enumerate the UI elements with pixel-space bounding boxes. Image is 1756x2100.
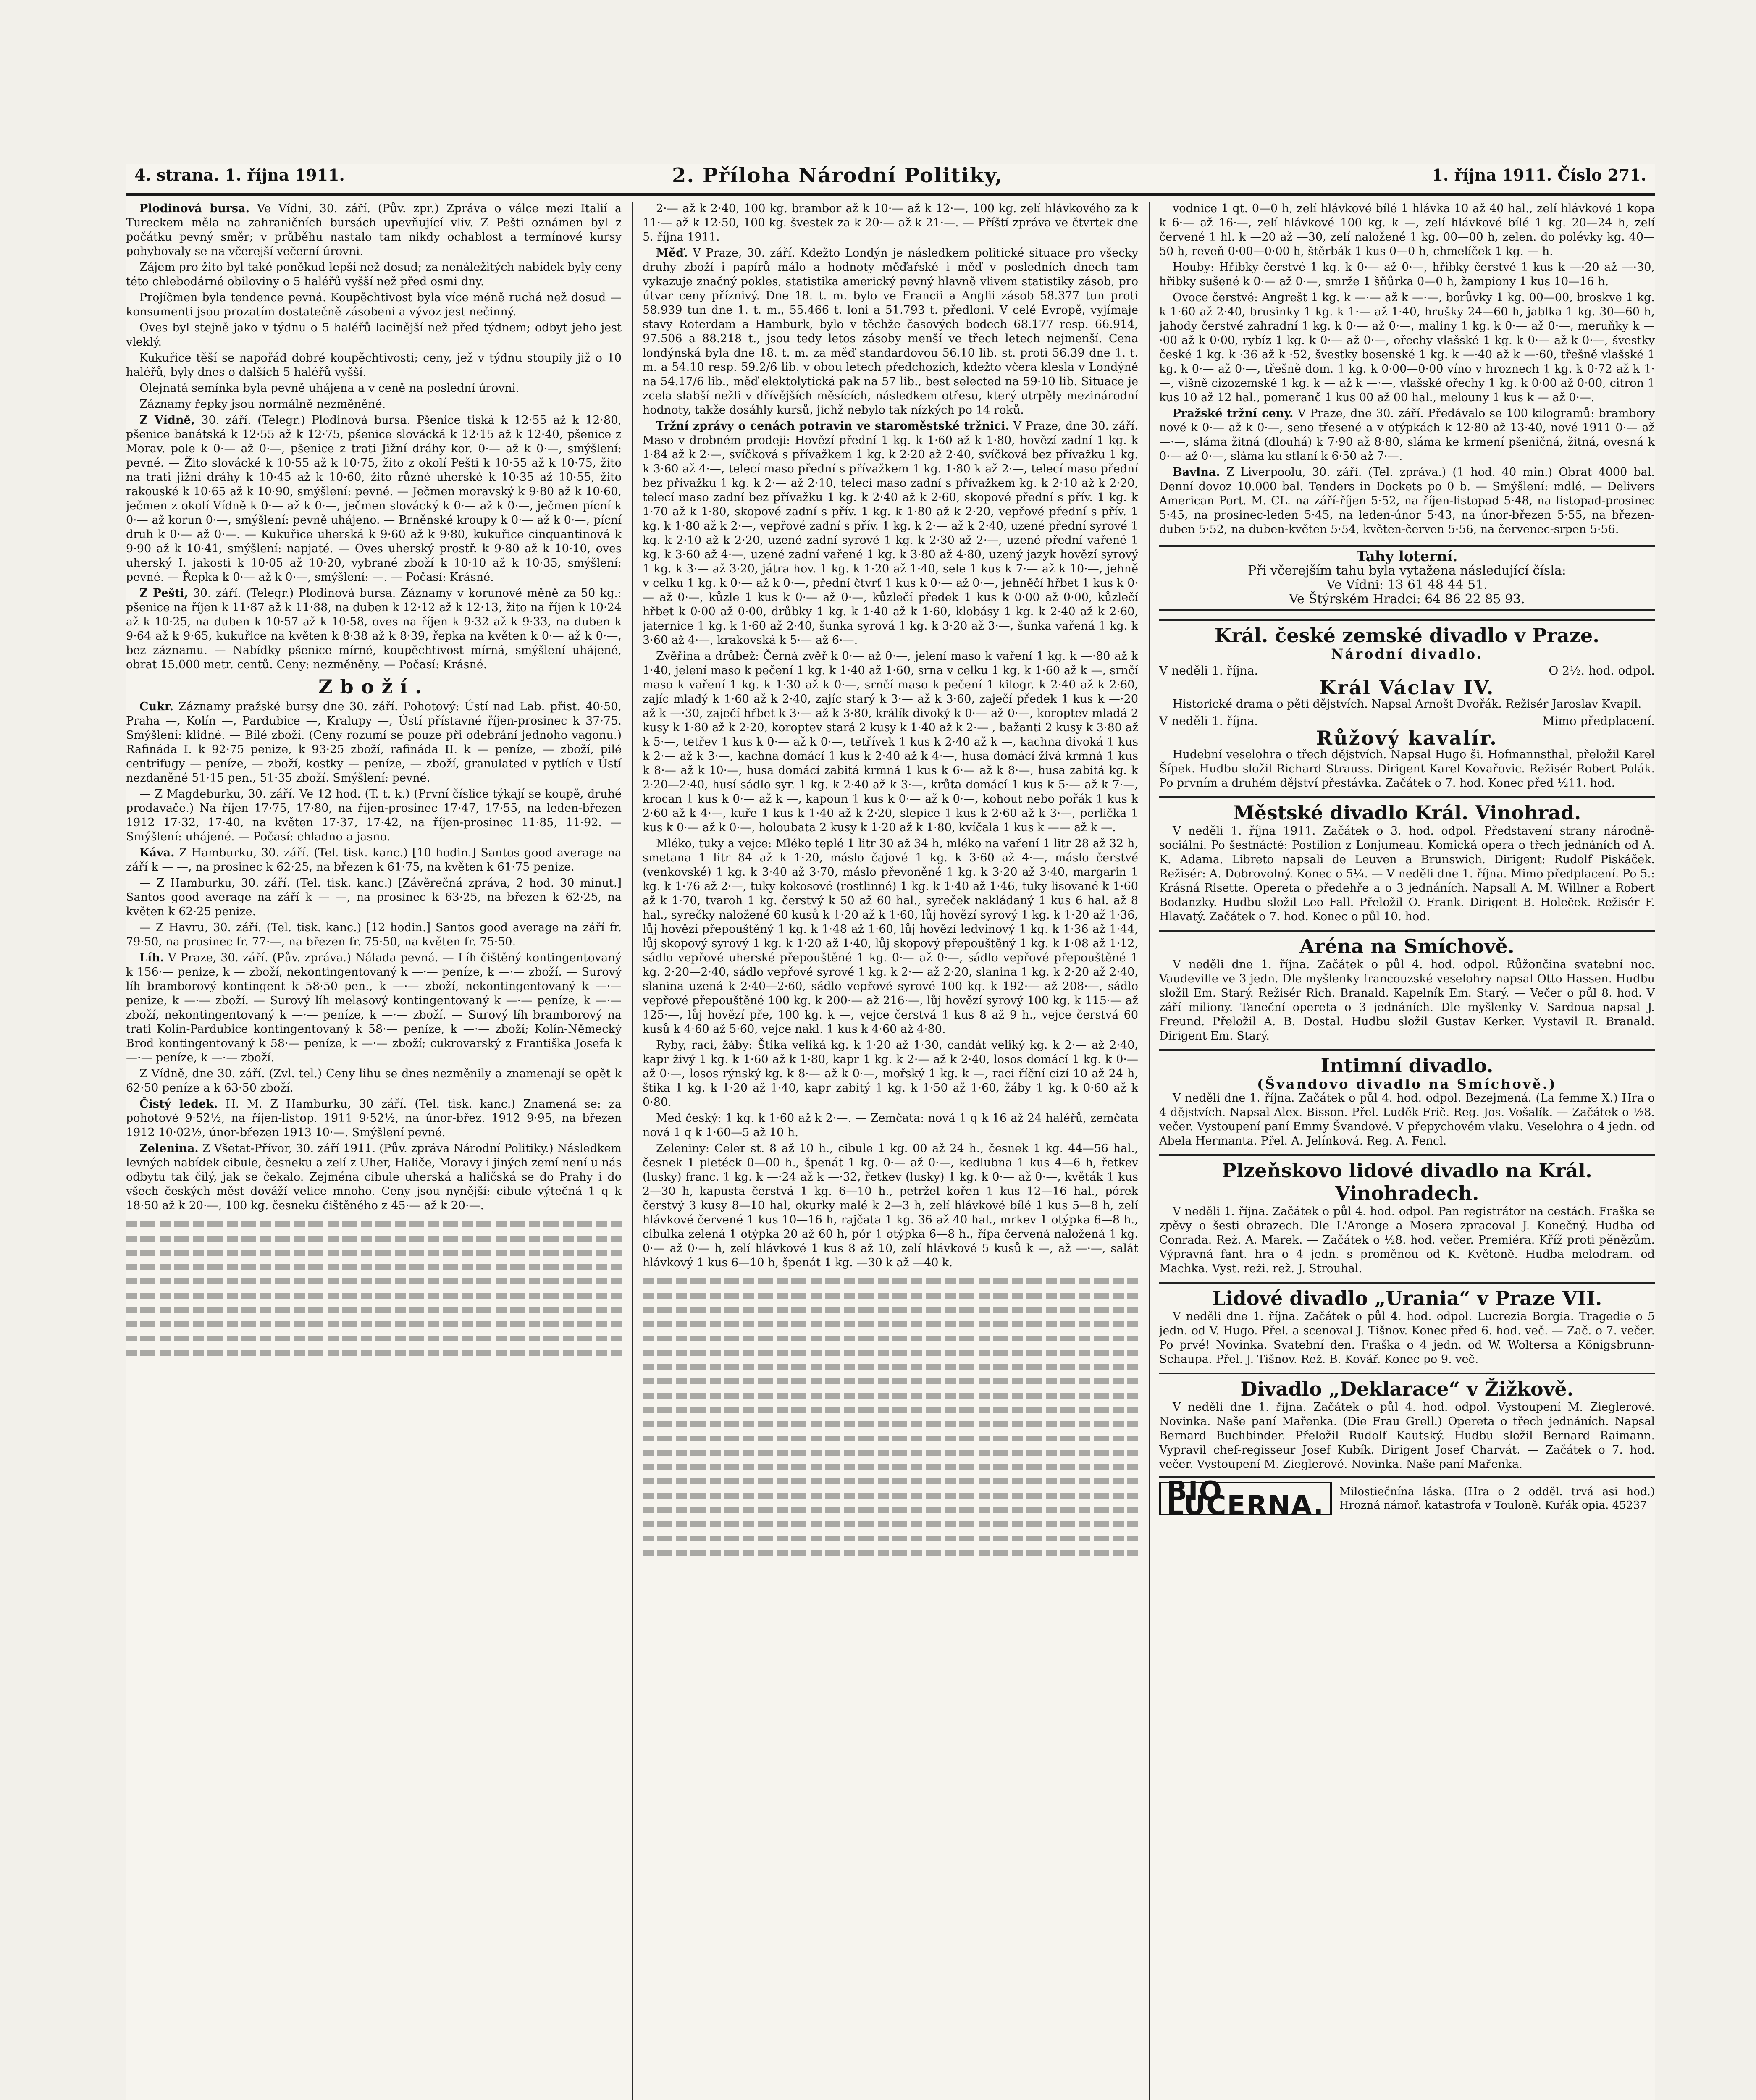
theatre-date-row: V neděli 1. října. O 2½. hod. odpol. [1159,664,1655,677]
column-rule [1149,202,1150,2100]
theatre-plzensky [1159,1154,1655,1276]
paragraph: 2·— až k 2·40, 100 kg. brambor až k 10·— až k 12·—, 100 kg. zelí hlávkového za k 11·— až k 12·50, 100 kg. švestek za k 20·— až k 21·—. — Příští zpráva ve čtvrtek dne 5. října 1911. [643,202,1138,244]
theatre-intimni [1159,1049,1655,1148]
paragraph: Ryby, raci, žáby: Štika veliká kg. k 1·20 až 1·30, candát veliký kg. k 2·— až 2·40, kapr živý 1 kg. k 1·60 až k 1·80, kapr 1 kg. k 2·— až k 2·40, losos domácí 1 kg. k 0·— až 0·—, losos rýnský kg. k 8·— až k 0·—, mořský 1 kg. k —, raci říční cizí 10 až 24 h, štika 1 kg. k 1·20 až 1·40, kapr zabitý 1 kg. k 1·50 až 1·60, žáby 1 kg. k 0·60 až k 0·80. [643,1039,1138,1109]
lottery-vienna: Ve Vídni: 13 61 48 44 51. [1326,578,1488,592]
newspaper-page [126,164,1655,2100]
bio-text: Milostiečnína láska. (Hra o 2 odděl. trvá asi hod.) Hrozná námoř. katastrofa v Touloně. Kuřák opia. 45237 [1339,1486,1655,1512]
play-desc: V neděli dne 1. října. Začátek o půl 4. hod. odpol. Vystoupení M. Zieglerové. Novinka. Naše paní Mařenka. (Die Frau Grell.) Opereta o třech jednáních. Napsal Bernard Buchbinder. Přeložil Rudolf Kautský. Hudbu složil Bernard Raimann. Vypravil chef-regisseur Josef Kubík. Dirigent Josef Charvát. — Začátek o 7. hod. večer. Vystoupení M. Zieglerové. Novinka. Naše paní Mařenka. [1159,1401,1655,1471]
paragraph: — Z Hamburku, 30. září. (Tel. tisk. kanc.) [Závěrečná zpráva, 2 hod. 30 minut.] Santos good average na září k — —, na prosinec k 63·25, na březen k 62·25, na květen k 62·25 penize. [126,877,622,918]
theatre-sub: (Švandovo divadlo na Smíchově.) [1257,1076,1557,1092]
column-rule [632,202,633,2100]
play-desc: V neděli 1. října. Začátek o půl 4. hod. odpol. Pan registrátor na cestách. Fraška se zpěvy o šesti obrazech. Dle L'Aronge a Mosera zpracoval J. Konečný. Hudba od Conrada. Reż. A. Marek. — Začátek o ½8. hod. večer. Premiéra. Kříž proti pěnězům. Výpravná fant. hra o 4 jedn. s proměnou od K. Květoně. Hudba melodram. od Machka. Vyst. reżi. rež. J. Strouhal. [1159,1205,1655,1275]
article-pest-bursa: Z Pešti, 30. září. (Telegr.) Plodinová bursa. Záznamy v korunové měně za 50 kg.: pšenice na říjen k 11·87 až k 11·88, na duben k 12·12 až k 12·13, žito na říjen k 10·24 až k 10·25, na duben k 10·57 až k 10·58, oves na říjen k 9·32 až k 9·33, na duben k 9·64 až k 9·65, kukuřice na květen k 8·38 až k 8·39, řepka na květen k 0·— až k 0·—, bez záznamu. — Nabídky pšenice mírné, koupěchtivost mírná, smýšlení uhájené, obrat 15.000 metr. centů. Ceny: nezměněny. — Počasí: Krásné. [126,587,622,671]
lottery-box [1159,545,1655,611]
play-desc: V neděli dne 1. října. Začátek o půl 4. hod. odpol. Lucrezia Borgia. Tragedie o 5 jedn. od V. Hugo. Přel. a scenoval J. Tišnov. Konec před 6. hod. več. — Zač. o 7. večer. Po prvé! Novinka. Svatební den. Fraška o 4 jedn. od W. Woltersa a Königsbrunn-Schaupa. Přel. J. Tišnov. Rež. B. Kovář. Konec po 9. več. [1159,1310,1655,1366]
article-spirits: Líh. V Praze, 30. září. (Pův. zpráva.) Nálada pevná. — Líh čištěný kontingentovaný k 156·— penize, k — zboží, nekontingentovaný k —·— peníze, k —·— zboží. — Surový líh bramborový kontingent k 58·50 pen., k —·— zboží, nekontingentovaný k —·— penize, k —·— zboží. — Surový líh melasový kontingentovaný k —·— peníze, k —·— zboží, nekontingentovaný k —·— peníze, k —·— zboží. — Surový líh bramborový na trati Kolín-Pardubice kontingentovaný k 58·— peníze, k —·— zboží; Kolín-Německý Brod kontingentovaný k 58·— peníze, k —·— zboží; cukrovarský z Františka Josefa k —·— peníze, k —·— zboží. [126,951,622,1064]
theatre-name: Intimní divadlo. [1320,1054,1494,1077]
theatre-name: Městské divadlo Král. Vinohrad. [1233,801,1581,824]
paragraph: Kukuřice těší se napořád dobré koupěchtivosti; ceny, jež v týdnu stoupily již o 10 haléřů, byly dnes o dalších 5 haléřů vyšší. [126,352,622,379]
paragraph: vodnice 1 qt. 0—0 h, zelí hlávkové bílé 1 hlávka 10 až 40 hal., zelí hlávkové 1 kopa k 6·— až 16·—, zelí hlávkové 100 kg. k —, zelí hlávkové bílé 1 kg. 20—24 h, zelí červené 1 hl. k —20 až —30, zelí naložené 1 kg. 00—00 h, zelen. do polévky kg. 40—50 h, reveň 0·00—0·00 h, štěrbák 1 kus 0—0 h, chmelíček 1 kg. — h. [1159,202,1655,258]
theatre-national [1159,619,1655,790]
article-vienna-bursa: Z Vídně, 30. září. (Telegr.) Plodinová bursa. Pšenice tiská k 12·55 až k 12·80, pšenice banátská k 12·55 až k 12·75, pšenice slovácká k 12·15 až k 12·40, pšenice z Morav. pole k 0·— až 0·—, pšenice z trati Jižní dráhy kor. 0·— až k 0·—, smýšlení: pevné. — Žito slovácké k 10·55 až k 10·75, žito z okolí Pešti k 10·55 až k 10·75, žito na trati jižní dráhy k 10·45 až k 10·60, žito různé uherské k 10·35 až 10·55, žito rakouské k 10·65 až k 10·90, smýšlení: pevné. — Ječmen moravský k 9·80 až k 10·60, ječmen z okolí Vídně k 0·— až k 0·—, ječmen slovácký k 0·— až k 0·—, ječmen pícní k 0·— až korun 0·—, smýšlení: pevně uhájeno. — Brněnské kroupy k 0·— až k 0·—, pícní druh k 0·— až 0·—. — Kukuřice uherská k 9·60 až k 9·80, kukuřice cinquantinová k 9·90 až k 10·41, smýšlení: napjaté. — Oves uherský prostř. k 9·80 až k 10·10, oves uherský I. jakosti k 10·05 až 10·20, vybrané zboží k 10·10 až k 10·35, smýšlení: pevné. — Řepka k 0·— až k 0·—, smýšlení: —. — Počasí: Krásné. [126,414,622,584]
column-2 [643,202,1138,2100]
theatre-deklarace [1159,1373,1655,1472]
bio-lucerna-ad [1159,1476,1655,1521]
article-sugar: Cukr. Záznamy pražské bursy dne 30. září. Pohotový: Ústí nad Lab. přist. 40·50, Praha —, Kolín —, Pardubice —, Kralupy —, Ústí přístavné říjen-prosinec k 37·75. Smýšlení: klidné. — Bílé zboží. (Ceny rozumí se pouze při odebrání jednoho vagonu.) Rafináda I. k 92·75 penize, k 93·25 zboží, rafináda II. k — peníze, — zboží, pilé centrifugy — peníze, — zboží, kostky — peníze, — zboží, granulated v pytlích v Ústí nezdaněné 51·15 pen., 51·35 zboží. Smýšlení: pevné. [126,700,622,785]
header-date-right: 1. října 1911. Číslo 271. [1432,165,1646,184]
text-continuation [643,1278,1138,1556]
bio-logo: BIO LUCERNA. [1159,1482,1332,1515]
paragraph: Houby: Hřibky čerstvé 1 kg. k 0·— až 0·—, hřibky čerstvé 1 kus k —·20 až —·30, hřibky sušené k 0·— až 0·—, smrže 1 šňůrka 0—0 h, žampiony 1 kus 10—16 h. [1159,261,1655,288]
header-title: 2. Příloha Národní Politiky, [672,164,1003,187]
theatre-sub: Národní divadlo. [1331,646,1483,662]
lottery-intro: Při včerejším tahu byla vytažena následující čísla: [1248,563,1566,578]
theatre-name: Divadlo „Deklarace“ v Žižkově. [1240,1378,1574,1400]
paragraph: — Z Magdeburku, 30. září. Ve 12 hod. (T. t. k.) (První číslice týkají se koupě, druhé prodavače.) Na říjen 17·75, 17·80, na říjen-prosinec 17·47, 17·55, na leden-březen 1912 17·32, 17·40, na květen 17·37, 17·42, na říjen-prosinec 11·85, 11·92. — Smýšlení: uhájené. — Počasí: chladno a jasno. [126,788,622,843]
theatre-name: Král. české zemské divadlo v Praze. [1214,624,1600,647]
theatre-name: Lidové divadlo „Urania“ v Praze VII. [1212,1287,1602,1310]
ad-code: 45237 [1612,1499,1647,1512]
text-continuation [126,1221,622,1356]
play-desc: V neděli 1. října 1911. Začátek o 3. hod. odpol. Představení strany národně-sociální. Po šestnácté: Postilion z Lonjumeau. Komická opera o třech jednáních od A. K. Adama. Libreto napsali de Leuven a Brunswich. Dirigent: Rudolf Piskáček. Režisér: A. Dobrovolný. Konec o 5¼. — V neděli dne 1. října. Mimo předplacení. Po 5.: Krásná Risette. Opereta o předehře a o 3 jednáních. Napsali A. M. Willner a Robert Bodanzky. Hudbu složil Leo Fall. Přeložil O. Frank. Dirigent B. Holeček. Režisér F. Hlavatý. Začátek o 7. hod. Konec o půl 10. hod. [1159,824,1655,923]
article-market-prices: Tržní zprávy o cenách potravin ve staroměstské tržnici. V Praze, dne 30. září. Maso v drobném prodeji: Hovězí přední 1 kg. k 1·60 až k 1·80, hovězí zadní 1 kg. k 1·84 až k 2·—, svíčková s přívažkem 1 kg. k 2·20 až 2·40, svíčková bez přívažku 1 kg. k 3·60 až 4·—, telecí maso přední s přívažkem 1 kg. 1·80 k až 2·—, telecí maso přední bez přívažku 1 kg. k 2·— až 2·10, telecí maso zadní s přívažkem kg. k 2·10 až k 2·20, telecí maso zadní bez přívažku 1 kg. k 2·40 až k 2·60, skopové přední s přív. 1 kg. k 1·70 až k 1·80, skopové zadní s přív. 1 kg. k 1·80 až k 2·20, vepřové přední s přív. 1 kg. k 1·80 až k 2·—, vepřové zadní s přív. 1 kg. k 2·— až k 2·40, uzené přední syrové 1 kg. k 2·10 až k 2·20, uzené zadní syrové 1 kg. k 2·30 až 2·—, uzené přední vařené 1 kg. k 3·60 až 4·—, uzené zadní vařené 1 kg. k 3·80 až 4·80, uzený jazyk hovězí syrový 1 kg. k 3·— až 3·20, játra hov. 1 kg. k 1·20 až 1·40, sele 1 kus k 7·— až k 10·—, jehně v celku 1 kg. k 0·— až k 0·—, přední čtvrť 1 kus k 0·— až 0·—, jehněčí hřbet 1 kus k 0·— až 0·—, kůzle 1 kus k 0·— až 0·—, kůzlečí předek 1 kus k 0·00 až 0·00, kůzlečí hřbet k 0·00 až 0·00, drůbky 1 kg. k 1·40 až k 1·60, klobásy 1 kg. k 2·40 až k 2·60, jaternice 1 kg. k 1·60 až 2·40, šunka syrová 1 kg. k 3·20 až 3·—, šunka vařená 1 kg. k 3·60 až 4·—, krakovská k 5·— až 6·—. [643,420,1138,647]
column-1 [126,202,622,2100]
theatre-arena [1159,930,1655,1043]
play-desc: V neděli dne 1. října. Začátek o půl 4. hod. odpol. Růžončina svatební noc. Vaudeville ve 3 jedn. Dle myšlenky francouzské veselohry napsal Otto Hassen. Hudbu složil Em. Starý. Režisér Rich. Branald. Kapelník Em. Starý. — Večer o půl 8. hod. V září miliony. Taneční opereta o 3 jednáních. Dle myšlenky V. Sardoua napsal J. Freund. Přeložil A. B. Dostal. Hudbu složil Gustav Kerker. Vystavil R. Branald. Dirigent Em. Starý. [1159,958,1655,1042]
paragraph: Zeleniny: Celer st. 8 až 10 h., cibule 1 kg. 00 až 24 h., česnek 1 kg. 44—56 hal., česnek 1 pletéck 0—00 h., špenát 1 kg. 0·— až 0·—, kedlubna 1 kus 4—6 h, řetkev (lusky) franc. 1 kg. k —·24 až k —·32, řetkev (lusky) 1 kg. k 0·— až 0·—, květák 1 kus 2—30 h, kapusta čerstvá 1 kg. 6—10 h., petržel kořen 1 kus 12—16 hal., pórek čerstvý 3 kusy 8—10 hal, okurky malé k 2—3 h, zelí hlávkové bílé 1 kus 5—8 h, zelí hlávkové červené 1 kus 10—16 h, rajčata 1 kg. 36 až 40 hal., mrkev 1 otýpka 6—8 h., cibulka zelená 1 otýpka 20 až 60 h, pór 1 otýpka 6—8 h., řípa červená naložená 1 kg. 0·— až 0·— h, zelí hlávkové 1 kus 8 až 10, zelí hlávkové 5 kusů k —, až —·—, salát hlávkový 1 kus 6—10 h, špenát 1 kg. —30 k až —40 k. [643,1142,1138,1269]
paragraph: Projíčmen byla tendence pevná. Koupěchtivost byla více méně ruchá než dosud — konsumenti jsou prozatím dostatečně zásobeni a vývoz jest nečinný. [126,291,622,318]
paragraph: — Z Havru, 30. září. (Tel. tisk. kanc.) [12 hodin.] Santos good average na září fr. 79·50, na prosinec fr. 77·—, na březen fr. 75·50, na květen fr. 75·50. [126,921,622,948]
article-plodinova-bursa: Plodinová bursa. Ve Vídni, 30. září. (Pův. zpr.) Zpráva o válce mezi Italií a Tureckem měla na zahraničních bursách upevňující vliv. Z Pešti oznámen byl z počátku pevný směr; v průběhu nastalo tam nikdy ochablost a termínové kursy pohybovaly se na včerejší večerní úrovni. [126,202,622,258]
paragraph: Med český: 1 kg. k 1·60 až k 2·—. — Zemčata: nová 1 q k 16 až 24 haléřů, zemčata nová 1 q k 1·60—5 až 10 h. [643,1112,1138,1139]
lottery-graz: Ve Štýrském Hradci: 64 86 22 85 93. [1289,592,1525,606]
article-vegetables: Zelenina. Z Všetat-Přívor, 30. září 1911. (Pův. zpráva Národní Politiky.) Následkem levných nabídek cibule, česneku a zelí z Uher, Haliče, Moravy i jiných zemí není u nás odbytu tak čilý, jak se čekalo. Zejména cibule uherská a haličská se do Prahy i do všech českých měst dováží velice mnoho. Ceny jsou nynější: cibule výtečná 1 q k 18·50 až k 20·—, 100 kg. česneku čištěného z 45·— až k 20·—. [126,1142,622,1212]
column-3 [1159,202,1655,2100]
article-copper: Měď. V Praze, 30. září. Kdežto Londýn je následkem politické situace pro všecky druhy zboží i papírů málo a hodnoty měďařské i měď v posledních dnech tam vykazuje značný pokles, statistika americký pevný hlavně vlivem statistiky zásob, pro útvar ceny příznivý. Dne 18. t. m. bylo ve Francii a Anglii zásob 58.377 tun proti 58.939 tun dne 1. t. m., 55.466 t. loni a 51.793 t. předloni. V celé Evropě, vyjímaje stavy Roterdam a Hamburk, bylo v těchže časových bodech 68.177 resp. 66.914, 97.506 a 88.218 t., jsou tedy letos zásoby menší ve třech letech nejmenší. Cena londýnská byla dne 18. t. m. za měď standardovou 56.10 lib. st. proti 56.39 dne 1. t. m. a 54.10 resp. 59.2/6 lib. v obou letech předchozích, kdežto včera klesla v Londýně na 54.17/6 lib., měď elektolytická pak na 57 lib., best selected na 59·10 lib. Situace je zcela slabší nežli v dřívějších měsících, následkem otřesu, který utrpěly mezinárodní hodnoty, takže dosáhly kursů, jichž nebylo tak nízkých po 14 roků. [643,247,1138,417]
theatre-name: Aréna na Smíchově. [1299,935,1515,958]
paragraph: Ovoce čerstvé: Angrešt 1 kg. k —·— až k —·—, borůvky 1 kg. 00—00, broskve 1 kg. k 1·60 až 2·40, brusinky 1 kg. k 1·— až 1·40, hrušky 24—60 h, jablka 1 kg. 30—60 h, jahody čerstvé zahradní 1 kg. k 0·— až 0·—, maliny 1 kg. k 0·— až 0·—, meruňky k —·00 až k 0·00, rybíz 1 kg. k 0·— až 0·—, ořechy vlašské 1 kg. k 0·— až k 0·—, švestky české 1 kg. k ·36 až k ·52, švestky bosenské 1 kg. k —·40 až k —·60, třešně vlašské 1 kg. k 0·— až 0·—, třešně dom. 1 kg. k 0·00—0·00 víno v hroznech 1 kg. k 0·72 až k 1·—, višně cizozemské 1 kg. k — až k —·—, vlašské ořechy 1 kg. k 0·00 až 0·00, citron 1 kus 10 až 12 hal., pomeranč 1 kus 00 až 00 hal., melouny 1 kus k — až 0·—. [1159,291,1655,404]
article-prague-market: Pražské tržní ceny. V Praze, dne 30. září. Předávalo se 100 kilogramů: brambory nové k 0·— až k 0·—, seno třesené a v otýpkách k 12·80 až 13·40, nové 1911 0·— až —·—, sláma žitná (dlouhá) k 7·90 až 8·80, sláma ke krmení pšeničná, žitná, ovesná k 0·— až 0·—, sláma ku stlaní k 6·50 až 7·—. [1159,407,1655,463]
paragraph: Zájem pro žito byl také poněkud lepší než dosud; za nenáležitých nabídek byly ceny této chlebodárné obiloviny o 5 haléřů vyšší než před osmi dny. [126,261,622,288]
section-title: Zboží. [318,675,430,698]
paragraph: Mléko, tuky a vejce: Mléko teplé 1 litr 30 až 34 h, mléko na vaření 1 litr 28 až 32 h, smetana 1 litr 84 až k 1·20, máslo čajové 1 kg. k 3·60 až 4·—, máslo čerstvé (venkovské) 1 kg. k 3·40 až 3·70, máslo převoněné 1 kg. k 3·20 až 3·40, margarin 1 kg. k 1·76 až 2·—, tuky kokosové (rostlinné) 1 kg. k 1·40 až 1·46, tuky lisované k 1·60 až k 1·70, tvaroh 1 kg. čerstvý k 50 až 60 hal., syreček nakládaný 1 kus 6 hal. až 8 hal., syrečky naložené 60 kusů k 1·20 až k 1·60, lůj hovězí syrový 1 kg. k 1·20 až 1·36, lůj hovězí přepouštěný 1 kg. k 1·48 až 1·60, lůj hovězí ledvinový 1 kg. k 1·36 až 1·44, lůj skopový syrový 1 kg. k 1·20 až 1·40, lůj skopový přepouštěný 1 kg. k 1·08 až 1·12, sádlo vepřové uherské přepouštěné 1 kg. 0·— až 0·—, sádlo vepřové přepouštěné 1 kg. 2·20—2·40, sádlo vepřové syrové 1 kg. k 2·— až 2·20, slanina 1 kg. k 2·20 až 2·40, slanina uzená k 2·40—2·60, sádlo vepřové syrové 100 kg. k 192·— až 208·—, sádlo vepřové přepouštěné 100 kg. k 200·— až 216·—, lůj hovězí syrový 100 kg. k 115·— až 125·—, lůj hovězí pře, 100 kg. k —, vejce čerstvá 1 kus 8 až 9 h., vejce čerstvá 60 kusů k 4·60 až 5·60, vejce nakl. 1 kus k 4·60 až 4·80. [643,837,1138,1036]
article-cotton: Bavlna. Z Liverpoolu, 30. září. (Tel. zpráva.) (1 hod. 40 min.) Obrat 4000 bal. Denní dovoz 10.000 bal. Tenders in Dockets po 0 b. — Smýšlení: mdlé. — Delivers American Port. M. CL. na září-říjen 5·52, na říjen-listopad 5·48, na listopad-prosinec 5·45, na prosinec-leden 5·45, na leden-únor 5·43, na únor-březen 5·55, na březen-duben 5·52, na duben-květen 5·54, květen-červen 5·56, na červenec-srpen 5·56. [1159,466,1655,536]
header-date-left: 4. strana. 1. října 1911. [134,165,345,184]
theatre-date-row: V neděli 1. října. Mimo předplacení. [1159,714,1655,728]
play-title: Král Václav IV. [1319,676,1495,699]
paragraph: Z Vídně, dne 30. září. (Zvl. tel.) Ceny lihu se dnes nezměnily a znamenají se opět k 62·50 peníze a k 63·50 zboží. [126,1067,622,1095]
theatre-vinohrady [1159,796,1655,924]
theatre-urania [1159,1282,1655,1367]
paragraph: Zvěřina a drůbež: Černá zvěř k 0·— až 0·—, jelení maso k vaření 1 kg. k —·80 až k 1·40, jelení maso k pečení 1 kg. k 1·40 až 1·60, srna v celku 1 kg. k 1·60 až k —, srnčí maso k vaření 1 kg. k 1·30 až k 0·—, srnčí maso k pečení 1 kilogr. k 2·40 až k 2·60, zajíc mladý k 1·60 až k 2·40, zajíc starý k 3·— až k 3·60, zaječí předek 1 kus k —·20 až k —·30, zaječí hřbet k 3·— až k 3·80, králík divoký k 0·— až 0·—, koroptev mladá 2 kusy k 1·80 až k 2·20, koroptev stará 2 kusy k 1·40 až k 2·— , bažanti 2 kusy k 3·80 až k 5·—, tetřev 1 kus k 0·— až k 0·—, tetřívek 1 kus k 2·40 až k —, kachna divoká 1 kus k 2·— až k 3·—, kachna domácí 1 kus k 2·40 až k 4·—, husa domácí živá krmná 1 kus k 8·— až k 10·—, husa domácí zabitá krmná 1 kus k 6·— až k 8·—, husa zabitá kg. k 2·20—2·40, husí sádlo syr. 1 kg. k 2·40 až k 3·—, krůta domácí 1 kus k 5·— až k 7·—, krocan 1 kus k 0·— až k —, kapoun 1 kus k 0·— až k 0·—, kohout nebo pořák 1 kus k 2·60 až k 4·—, kuře 1 kus k 1·40 až k 2·20, slepice 1 kus k 2·60 až k 3·—, perlička 1 kus k 0·— až k 0·—, holoubata 2 kusy k 1·20 až k 1·80, kvíčala 1 kus k —— až k —. [643,650,1138,834]
play-title: Růžový kavalír. [1316,727,1498,749]
play-desc: V neděli dne 1. října. Začátek o půl 4. hod. odpol. Bezejmená. (La femme X.) Hra o 4 dějstvích. Napsal Alex. Bisson. Přel. Luděk Frič. Reg. Jos. Vošalík. — Začátek o ½8. večer. Vystoupení paní Emmy Švandové. V přepychovém vlaku. Veselohra o 4 jedn. od Abela Hermanta. Přel. A. Jelínková. Reg. A. Fencl. [1159,1092,1655,1147]
theatre-name: Plzeňskovo lidové divadlo na Král. Vinohradech. [1222,1159,1592,1205]
play-desc: Hudební veselohra o třech dějstvích. Napsal Hugo ši. Hofmannsthal, přeložil Karel Šípek. Hudbu složil Richard Strauss. Dirigent Karel Kovařovic. Režisér Robert Polák. Po prvním a druhém dějství přestávka. Začátek o 7. hod. Konec před ½11. hod. [1159,748,1655,790]
paragraph: Oves byl stejně jako v týdnu o 5 haléřů lacinější než před týdnem; odbyt jeho jest vleklý. [126,321,622,349]
paragraph: Záznamy řepky jsou normálně nezměněné. [139,398,386,411]
article-saltpetre: Čistý ledek. H. M. Z Hamburku, 30 září. (Tel. tisk. kanc.) Znamená se: za pohotové 9·52½, na říjen-listop. 1911 9·52½, na únor-břez. 1912 9·95, na březen 1912 10·02½, únor-březen 1913 10·—. Smýšlení pevné. [126,1097,622,1139]
play-desc: Historické drama o pěti dějstvích. Napsal Arnošt Dvořák. Režisér Jaroslav Kvapil. [1173,698,1642,711]
article-coffee: Káva. Z Hamburku, 30. září. (Tel. tisk. kanc.) [10 hodin.] Santos good average na září k — —, na prosinec k 62·25, na březen k 61·75, na květen k 61·75 penize. [126,846,622,874]
page-header [126,164,1655,196]
lottery-title: Tahy loterní. [1356,548,1458,565]
paragraph: Olejnatá semínka byla pevně uhájena a v ceně na poslední úrovni. [139,382,520,395]
